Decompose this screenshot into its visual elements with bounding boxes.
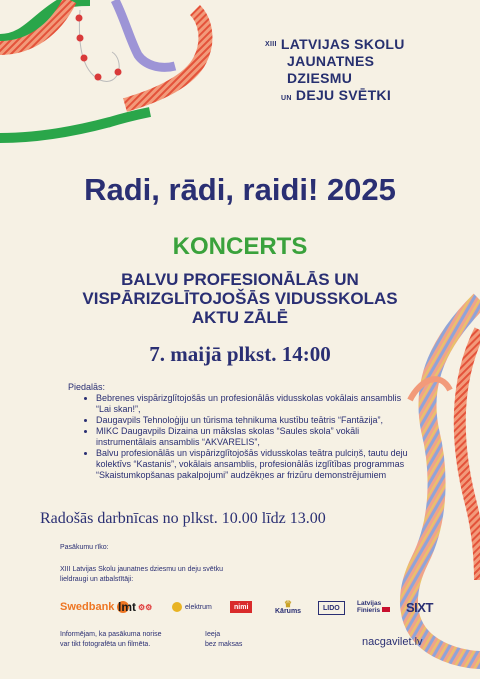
- sixt-logo: SIXT: [406, 599, 433, 615]
- photo-notice-line2: var tikt fotografēta un filmēta.: [60, 641, 151, 648]
- green-ribbon-center: [0, 112, 150, 138]
- entry-notice-line1: Ieeja: [205, 631, 221, 638]
- lavender-ribbon: [115, 0, 175, 67]
- list-item: • Daugavpils Tehnoloģiju un tūrisma tehnikuma kustību teātris “Fantāzija”,: [96, 415, 418, 426]
- list-item: • MIKC Daugavpils Dizaina un mākslas skolas “Saules skola” vokāli instrumentālais ansamblis “AKVARELIS”,: [96, 426, 418, 448]
- lf-line1: Latvijas: [357, 600, 382, 607]
- karums-logo: [275, 597, 301, 617]
- workshops-info: Radošās darbnīcas no plkst. 10.00 līdz 13.00: [40, 510, 326, 527]
- organizer-name: XIII Latvijas Skolu jaunatnes dziesmu un deju svētku: [60, 566, 224, 573]
- cyclist-icon: ⚙⚙: [138, 602, 153, 612]
- festival-title: [265, 36, 405, 107]
- photo-notice: [60, 630, 162, 650]
- lmt-logo: [118, 597, 152, 617]
- website-link[interactable]: nacgavilet.lv: [362, 636, 423, 648]
- crown-icon: ♛: [284, 598, 293, 609]
- festival-line4-small: UN: [281, 95, 292, 102]
- list-item: • Bebrenes vispārizglītojošās un profesionālās vidusskolas vokālais ansamblis “Lai skan!”,: [96, 393, 418, 415]
- organizer-info: [60, 565, 260, 585]
- latvijas-finieris-logo: [357, 597, 390, 617]
- entry-notice-line2: bez maksas: [205, 641, 243, 648]
- bead-string: [79, 10, 119, 81]
- participants-heading: Piedalās:: [68, 382, 106, 392]
- venue-line1: BALVU PROFESIONĀLĀS UN: [121, 270, 359, 289]
- organizer-label: Pasākumu rīko:: [60, 544, 109, 551]
- lido-logo: LIDO: [318, 601, 345, 615]
- supporters-label: lieldraugi un atbalstītāji:: [60, 576, 134, 583]
- list-item: • Balvu profesionālās un vispārizglītojošās vidusskolas teātra pulciņš, tautu deju kolektīvs “Kastanis”, vokālais ansamblis, profesionālās izglītības programmas “Skaistumkopšanas pakalpojumi” audzēkņes ar frizūru demonstrējumiem: [96, 448, 418, 481]
- karums-text: Kārums: [275, 607, 302, 615]
- venue-line2: VISPĀRIZGLĪTOJOŠĀS VIDUSSKOLAS: [82, 289, 398, 308]
- concert-label: KONCERTS: [172, 233, 308, 260]
- participants: [68, 382, 418, 481]
- festival-number: XIII: [265, 41, 277, 48]
- lmt-text: lmt: [118, 600, 136, 614]
- swedbank-text: Swedbank: [60, 601, 115, 613]
- flag-icon: [382, 607, 390, 612]
- participants-list: [68, 393, 418, 481]
- festival-line2: JAUNATNES: [287, 53, 375, 69]
- event-headline: Radi, rādi, raidi! 2025: [84, 172, 396, 207]
- sponsor-logos: [0, 597, 480, 617]
- elektrum-text: elektrum: [185, 603, 212, 611]
- orange-ribbon-right: [460, 330, 480, 580]
- photo-notice-line1: Informējam, ka pasākuma norise: [60, 631, 162, 638]
- elektrum-icon: [172, 602, 182, 612]
- entry-notice: [205, 630, 242, 650]
- festival-line4: DEJU SVĒTKI: [295, 87, 392, 103]
- festival-line1: LATVIJAS SKOLU: [280, 36, 405, 52]
- venue: [40, 270, 440, 327]
- lf-line2: Finieris: [357, 607, 381, 614]
- venue-line3: AKTU ZĀLĒ: [191, 308, 289, 327]
- nimi-logo: nimi: [230, 601, 252, 613]
- elektrum-logo: [172, 597, 212, 617]
- festival-line3: DZIESMU: [287, 70, 353, 86]
- event-datetime: 7. maijā plkst. 14:00: [149, 342, 331, 366]
